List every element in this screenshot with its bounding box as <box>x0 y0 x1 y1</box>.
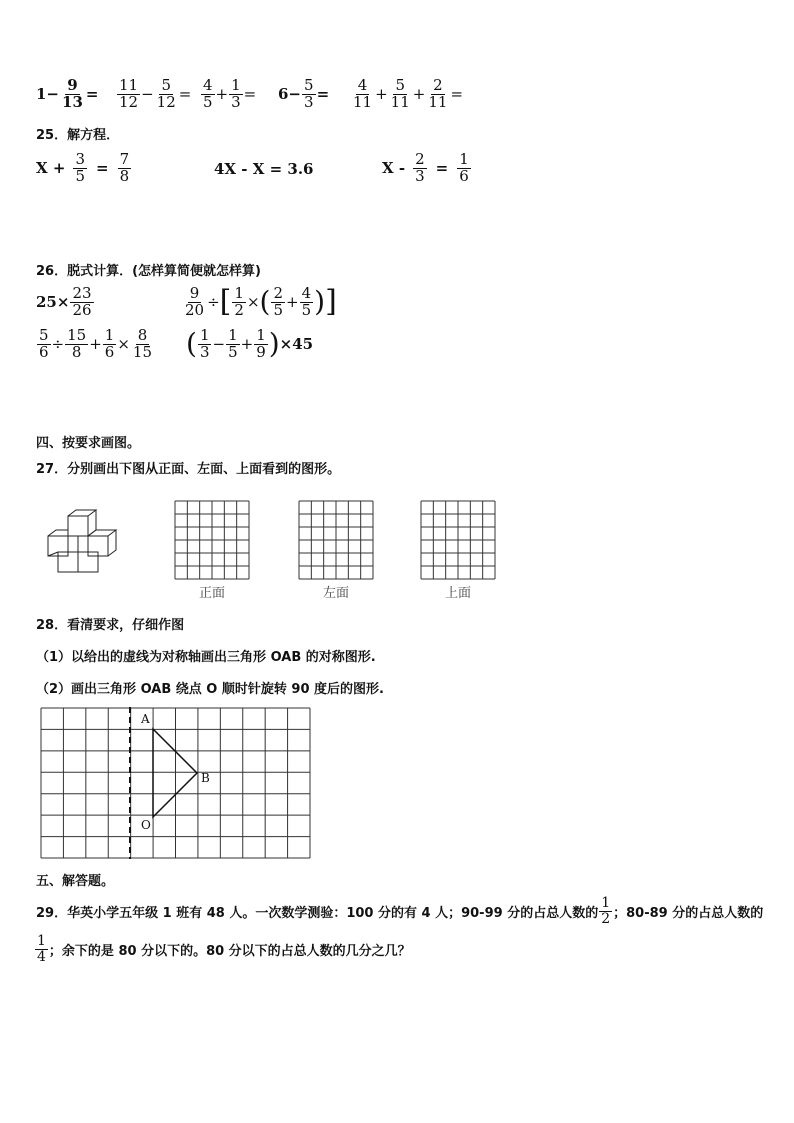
equals-sign: = <box>435 159 449 178</box>
right-paren: ) <box>268 327 280 361</box>
top-view-label: 上面 <box>445 586 472 601</box>
section-4-heading: 四、按要求画图。 <box>36 436 141 451</box>
fraction: $\frac{5}{12}$ <box>156 76 176 111</box>
q28-sub1: （1）以给出的虚线为对称轴画出三角形 OAB 的对称图形. <box>36 650 376 665</box>
q29-text-a: 29．华英小学五年级 1 班有 48 人。一次数学测验：100 分的有 4 人；90-99 分的占总人数的 <box>36 905 599 921</box>
fraction: $\frac{23}{26}$ <box>72 284 92 319</box>
eq3-lead: X - <box>382 159 406 178</box>
q29-text-b: ；80-89 分的占总人数的 <box>613 905 764 921</box>
fraction: $\frac{7}{8}$ <box>119 150 130 185</box>
left-view-label: 左面 <box>323 586 350 601</box>
cube-stack-figure <box>40 508 124 576</box>
q25-heading: 25．解方程． <box>36 128 120 143</box>
q29-text-c: ；余下的是 80 分以下的。80 分以下的占总人数的几分之几？ <box>48 943 411 959</box>
top-view-grid <box>420 500 496 582</box>
expr-1-lead: 1− <box>36 85 60 104</box>
q29-line1 <box>36 896 763 926</box>
right-bracket: ] <box>325 284 337 320</box>
minus-sign: − <box>212 335 226 354</box>
point-o-label: O <box>141 818 151 832</box>
equation-3 <box>382 152 472 185</box>
front-view-label: 正面 <box>199 586 226 601</box>
left-paren: ( <box>259 285 271 319</box>
fraction: $\frac{5}{3}$ <box>304 76 314 111</box>
calc-c <box>36 328 155 361</box>
fraction: $\frac{11}{12}$ <box>119 76 139 111</box>
divide-sign: ÷ <box>207 293 220 312</box>
fraction: $\frac{4}{5}$ <box>301 284 312 319</box>
left-view-grid <box>298 500 374 582</box>
fraction: $\frac{4}{11}$ <box>353 76 373 111</box>
fraction: $\frac{2}{5}$ <box>273 284 283 319</box>
equals-sign: = <box>243 85 257 104</box>
fraction: $\frac{1}{9}$ <box>256 326 266 361</box>
fraction: $\frac{2}{11}$ <box>428 76 448 111</box>
fraction: $\frac{1}{5}$ <box>228 326 238 361</box>
equation-2: 4X - X = 3.6 <box>214 160 314 178</box>
equation-1 <box>36 152 132 185</box>
calc-d-tail: ×45 <box>279 335 314 354</box>
expr-1 <box>36 78 98 111</box>
point-b-label: B <box>201 771 210 785</box>
fraction: $\frac{5}{11}$ <box>390 76 410 111</box>
fraction: $\frac{3}{5}$ <box>75 150 85 185</box>
q28-text: 28．看清要求，仔细作图 <box>36 618 185 633</box>
expr-3 <box>200 78 256 111</box>
front-view-grid <box>174 500 250 582</box>
divide-sign: ÷ <box>51 335 65 354</box>
fraction: $\frac{4}{5}$ <box>203 76 213 111</box>
fraction: $\frac{9}{13}$ <box>62 76 83 111</box>
section-5-heading: 五、解答题。 <box>36 874 115 889</box>
equals-sign: = <box>316 85 330 104</box>
fraction: $\frac{8}{15}$ <box>132 326 153 361</box>
fraction: $\frac{1}{4}$ <box>37 933 46 965</box>
q27-text: 27．分别画出下图从正面、左面、上面看到的图形。 <box>36 462 341 477</box>
plus-sign: + <box>89 335 102 354</box>
fraction: $\frac{1}{3}$ <box>231 76 241 111</box>
fraction: $\frac{5}{6}$ <box>39 326 49 361</box>
fraction: $\frac{15}{8}$ <box>67 326 87 361</box>
triangle-grid-figure <box>40 707 312 859</box>
expr-4-lead: 6− <box>278 85 302 104</box>
equals-sign: = <box>85 85 99 104</box>
times-sign: × <box>117 335 130 354</box>
fraction: $\frac{2}{3}$ <box>415 150 425 185</box>
right-paren: ) <box>314 285 326 319</box>
equals-sign: = <box>95 159 109 178</box>
times-sign: × <box>246 293 260 312</box>
fraction: $\frac{1}{2}$ <box>601 895 611 927</box>
plus-sign: + <box>240 335 254 354</box>
calc-b <box>182 286 337 319</box>
operator: + <box>375 85 388 104</box>
fraction: $\frac{9}{20}$ <box>185 284 205 319</box>
expr-4 <box>278 78 329 111</box>
fraction: $\frac{1}{6}$ <box>104 326 115 361</box>
calc-d <box>186 328 313 361</box>
q28-sub2: （2）画出三角形 OAB 绕点 O 顺时针旋转 90 度后的图形. <box>36 682 384 697</box>
q29-line2 <box>34 934 411 964</box>
plus-sign: + <box>286 293 299 312</box>
q26-heading: 26．脱式计算．(怎样算简便就怎样算) <box>36 264 261 279</box>
fraction: $\frac{1}{6}$ <box>459 150 469 185</box>
equals-sign: = <box>450 85 464 104</box>
point-a-label: A <box>141 712 150 726</box>
operator: + <box>412 85 426 104</box>
operator: + <box>215 85 229 104</box>
expr-5 <box>350 78 463 111</box>
fraction: $\frac{1}{2}$ <box>234 284 244 319</box>
equals-sign: = <box>178 85 192 104</box>
operator: − <box>141 85 154 104</box>
eq1-lead: X + <box>36 159 66 178</box>
left-paren: ( <box>186 327 197 361</box>
left-bracket: [ <box>219 284 232 320</box>
fraction: $\frac{1}{3}$ <box>199 326 210 361</box>
calc-a-lead: 25× <box>36 293 70 312</box>
calc-a <box>36 286 95 319</box>
expr-2 <box>116 78 191 111</box>
